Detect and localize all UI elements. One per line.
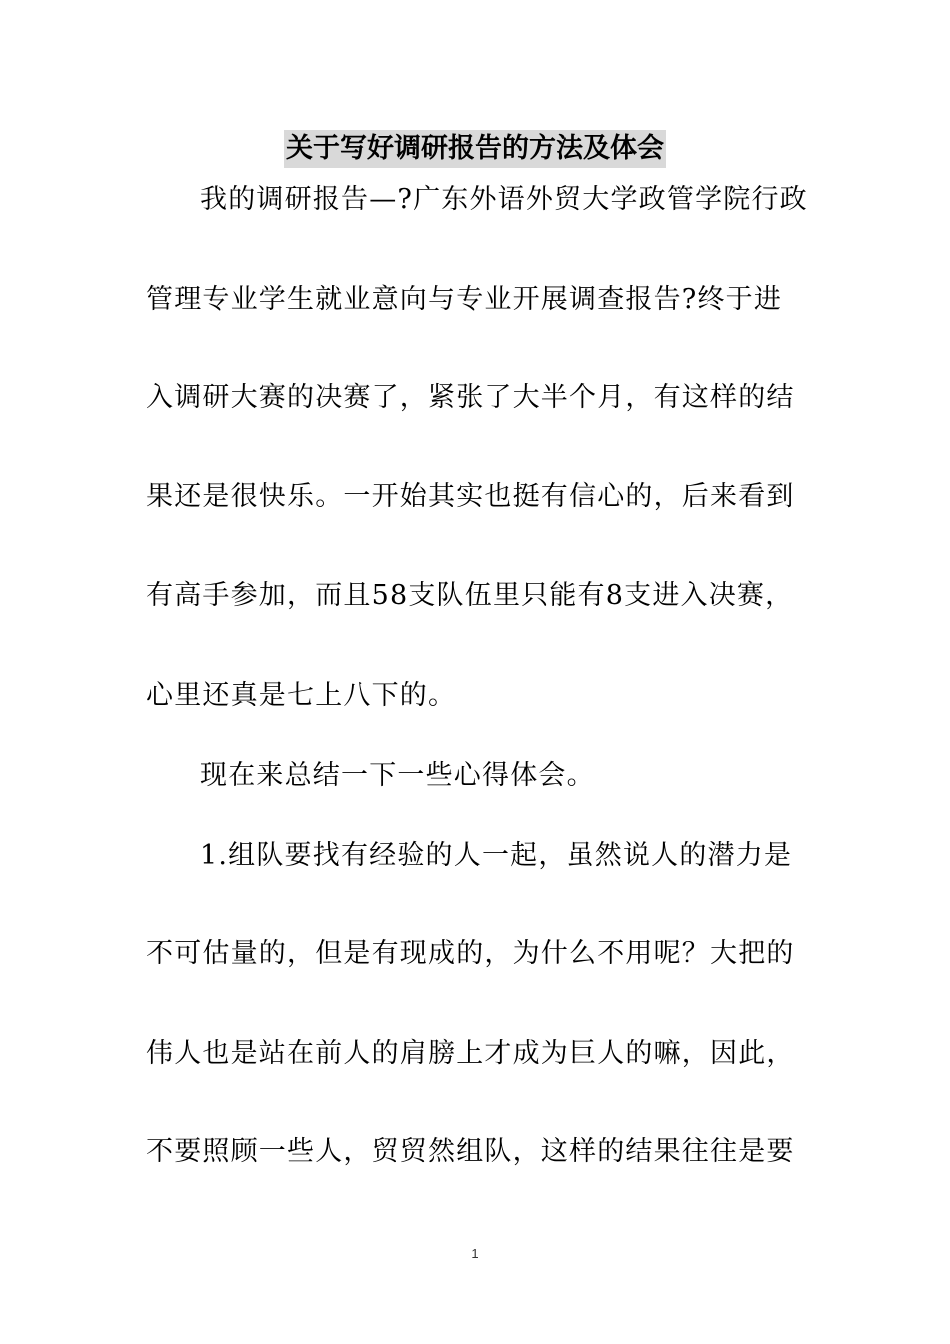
paragraph-line-1: 我的调研报告—?广东外语外贸大学政管学院行政 bbox=[200, 184, 808, 215]
paragraph-line-2: 管理专业学生就业意向与专业开展调查报告?终于进 bbox=[146, 284, 783, 315]
paragraph-line-5: 有高手参加，而且58支队伍里只能有8支进入决赛， bbox=[146, 580, 794, 611]
paragraph-line-4: 果还是很快乐。一开始其实也挺有信心的，后来看到 bbox=[146, 481, 795, 512]
paragraph-line-10: 伟人也是站在前人的肩膀上才成为巨人的嘛，因此， bbox=[146, 1038, 795, 1069]
paragraph-line-7: 现在来总结一下一些心得体会。 bbox=[200, 760, 595, 791]
paragraph-line-11: 不要照顾一些人，贸贸然组队，这样的结果往往是要 bbox=[146, 1136, 795, 1167]
paragraph-line-9: 不可估量的，但是有现成的，为什么不用呢？大把的 bbox=[146, 938, 795, 969]
page-number: 1 bbox=[471, 1246, 479, 1261]
document-title: 关于写好调研报告的方法及体会 bbox=[284, 130, 666, 168]
paragraph-line-8: 1.组队要找有经验的人一起，虽然说人的潜力是 bbox=[200, 840, 793, 871]
paragraph-line-6: 心里还真是七上八下的。 bbox=[146, 680, 457, 711]
paragraph-line-3: 入调研大赛的决赛了，紧张了大半个月，有这样的结 bbox=[146, 382, 795, 413]
title-wrapper bbox=[0, 130, 950, 168]
